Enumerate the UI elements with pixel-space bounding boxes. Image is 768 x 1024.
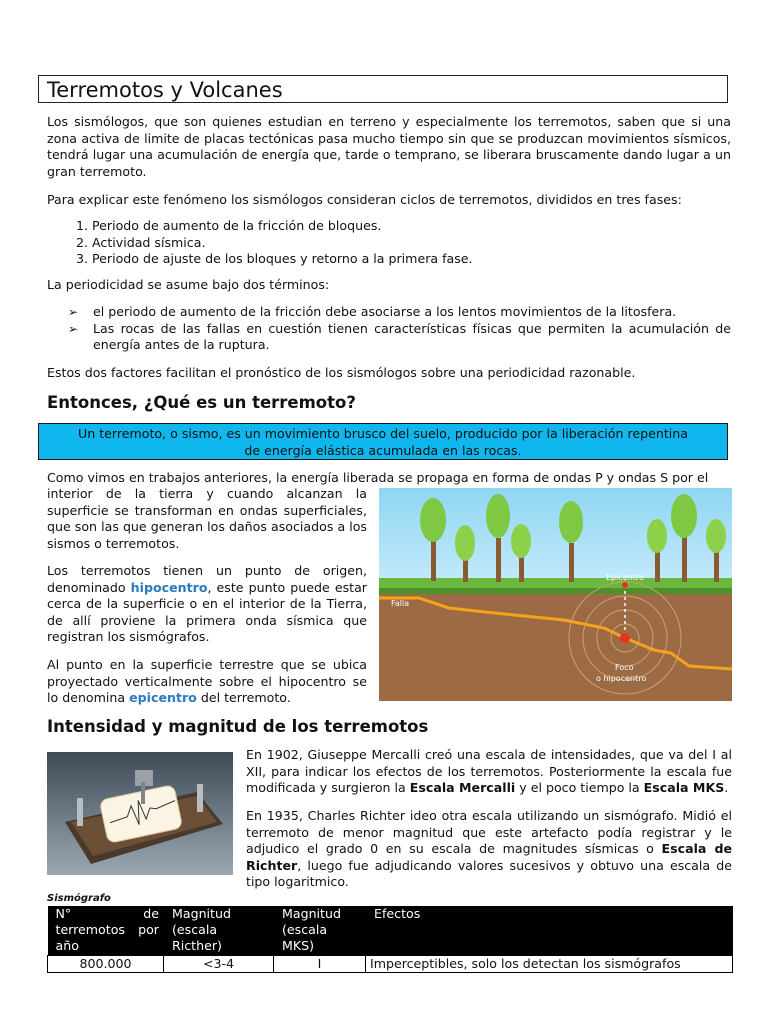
fault-label: Falla: [391, 599, 410, 608]
intro-paragraph-1: Los sismólogos, que son quienes estudian en terreno y especialmente los terremotos, saben que si una zona activa de limite de placas tectónicas pasa mucho tiempo sin que se produzcan movimientos sísmicos, tendrá lugar una acumulación de energía que, tarde o temprano, se liberara bruscamente dando lugar a un gran terremoto.: [47, 114, 731, 179]
epicenter-term: epicentro: [129, 690, 197, 705]
phase-item: 2. Actividad sísmica.: [92, 235, 768, 252]
definition-callout: Un terremoto, o sismo, es un movimiento brusco del suelo, producido por la liberación repentina de energía elástica acumulada en las rocas.: [38, 423, 728, 460]
epicenter-paragraph: Al punto en la superficie terrestre que se ubica proyectado verticalmente sobre el hipocentro se lo denomina epicentro del terremoto.: [47, 657, 367, 705]
table-header-cell: Magnitud (escala Ricther): [164, 906, 274, 956]
arrow-bullet-icon: ➢: [68, 305, 79, 319]
term-item: ➢ el periodo de aumento de la fricción debe asociarse a los lentos movimientos de la litosfera.: [68, 304, 677, 319]
arrow-bullet-icon: ➢: [68, 321, 79, 336]
epicenter-marker: [622, 582, 628, 588]
richter-paragraph: En 1935, Charles Richter ideo otra escala utilizando un sismógrafo. Midió el terremoto de menor magnitud que este artefacto podía registrar y le adjudico el grado 0 en su escala de magnitudes sísmicas o Escala de Richter, luego fue adjudicando valores sucesivos y obtuvo una escala de tipo logaritmico.: [246, 808, 733, 889]
focus-label: Foco: [615, 663, 634, 672]
hypocenter-term: hipocentro: [130, 579, 208, 595]
table-header-row: [48, 906, 733, 956]
seismograph-image: [47, 752, 233, 875]
table-header-cell: Efectos: [366, 906, 733, 956]
table-cell: 800.000: [48, 956, 164, 973]
table-row: [48, 956, 733, 973]
phases-list: [47, 218, 768, 268]
image-caption: Sismógrafo: [47, 893, 111, 904]
focus-label-2: o hipocentro: [596, 674, 647, 683]
phase-item: 3. Periodo de ajuste de los bloques y retorno a la primera fase.: [92, 251, 768, 268]
terms-list: [47, 304, 731, 354]
intro-paragraph-4: Estos dos factores facilitan el pronóstico de los sismólogos sobre una periodicidad razonable.: [47, 365, 636, 380]
mks-scale-term: Escala MKS: [643, 780, 725, 795]
table-cell: Imperceptibles, solo los detectan los sismógrafos: [366, 956, 733, 973]
section-heading-terremoto: Entonces, ¿Qué es un terremoto?: [47, 393, 356, 412]
term-item: ➢ Las rocas de las fallas en cuestión tienen características físicas que permiten la acumulación de energía antes de la ruptura.: [68, 320, 731, 352]
waves-paragraph-line1: Como vimos en trabajos anteriores, la energía liberada se propaga en forma de ondas P y ondas S por el: [47, 470, 709, 485]
mercalli-scale-term: Escala Mercalli: [409, 780, 516, 795]
epicenter-label: Epicentro: [606, 573, 644, 582]
intro-paragraph-2: Para explicar este fenómeno los sismólogos consideran ciclos de terremotos, divididos en tres fases:: [47, 192, 682, 207]
section-heading-intensidad: Intensidad y magnitud de los terremotos: [47, 717, 429, 736]
table-header-cell: Magnitud (escala MKS): [274, 906, 366, 956]
table-cell: I: [274, 956, 366, 973]
earthquake-diagram: [379, 488, 732, 701]
table-cell: <3-4: [164, 956, 274, 973]
mercalli-paragraph: En 1902, Giuseppe Mercalli creó una escala de intensidades, que va del I al XII, para indicar los efectos de los terremotos. Posteriormente la escala fue modificada y surgieron la Escala Mercalli y el poco tiempo la Escala MKS.: [246, 747, 732, 795]
richter-scale-term: Escala de Richter: [246, 841, 733, 873]
page-title: Terremotos y Volcanes: [38, 75, 728, 103]
waves-paragraph: interior de la tierra y cuando alcanzan la superficie se transforman en ondas superficiales, que son las que generan los daños asociados a los sismos o terremotos.: [47, 486, 367, 551]
intro-paragraph-3: La periodicidad se asume bajo dos términos:: [47, 277, 330, 292]
table-header-cell: N° de terremotos por año: [48, 906, 164, 956]
phase-item: 1. Periodo de aumento de la fricción de bloques.: [92, 218, 768, 235]
hypocenter-paragraph: Los terremotos tienen un punto de origen, denominado hipocentro, este punto puede estar cerca de la superficie o en el interior de la Tierra, de allí proviene la primera onda sísmica que registran los sismógrafos.: [47, 563, 367, 644]
hypocenter-marker: [620, 633, 630, 643]
earthquake-scale-table: [47, 906, 733, 973]
